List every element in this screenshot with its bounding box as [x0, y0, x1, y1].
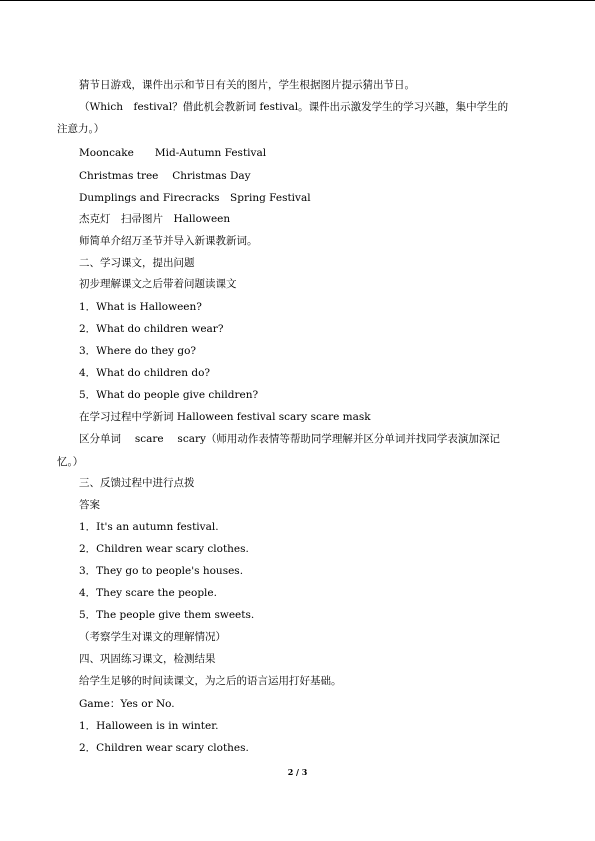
top-border-line [0, 0, 595, 1]
paragraph-guess-festival: 猜节日游戏，课件出示和节日有关的图片，学生根据图片提示猜出节日。 [79, 79, 415, 91]
paragraph-new-words: 在学习过程中学新词 Halloween festival scary scare mask [79, 411, 371, 423]
game-item-2: 2．Children wear scary clothes. [79, 742, 249, 754]
section-heading-2: 二、学习课文，提出问题 [79, 257, 195, 269]
list-item-halloween: 杰克灯 扫帚图片 Halloween [79, 213, 231, 225]
answer-item-2: 2．Children wear scary clothes. [79, 543, 249, 555]
page-number: 2 / 3 [287, 767, 308, 777]
paragraph-reading-time: 给学生足够的时间读课文，为之后的语言运用打好基础。 [79, 675, 342, 687]
game-item-1: 1．Halloween is in winter. [79, 720, 219, 732]
paragraph-distinguish-words-cont: 忆。） [57, 456, 84, 468]
paragraph-read-with-questions: 初步理解课文之后带着问题读课文 [79, 278, 237, 290]
answer-item-5: 5．The people give them sweets. [79, 609, 255, 621]
list-item-mooncake: Mooncake Mid-Autumn Festival [79, 147, 267, 159]
question-item-3: 3．Where do they go? [79, 345, 197, 357]
answer-item-1: 1．It's an autumn festival. [79, 521, 219, 533]
paragraph-which-festival: （Which festival？借此机会教新词 festival。课件出示激发学生的学习兴趣，集中学生的 [79, 101, 509, 113]
list-item-spring-festival: Dumplings and Firecracks Spring Festival [79, 192, 311, 204]
paragraph-which-festival-cont: 注意力。） [57, 123, 105, 135]
question-item-2: 2．What do children wear? [79, 323, 224, 335]
paragraph-intro-halloween: 师简单介绍万圣节并导入新课教新词。 [79, 235, 258, 247]
game-title: Game：Yes or No. [79, 698, 175, 710]
question-item-5: 5．What do people give children? [79, 389, 259, 401]
answer-item-3: 3．They go to people's houses. [79, 565, 244, 577]
paragraph-distinguish-words: 区分单词 scare scary（师用动作表情等帮助同学理解并区分单词并找同学表演加深记 [79, 433, 500, 445]
answer-item-4: 4．They scare the people. [79, 587, 217, 599]
answers-label: 答案 [79, 499, 100, 511]
question-item-1: 1．What is Halloween? [79, 301, 202, 313]
section-heading-3: 三、反馈过程中进行点拨 [79, 477, 195, 489]
list-item-christmas: Christmas tree Christmas Day [79, 170, 251, 182]
question-item-4: 4．What do children do? [79, 367, 211, 379]
paragraph-check-understanding: （考察学生对课文的理解情况） [79, 631, 226, 643]
section-heading-4: 四、巩固练习课文，检测结果 [79, 653, 216, 665]
